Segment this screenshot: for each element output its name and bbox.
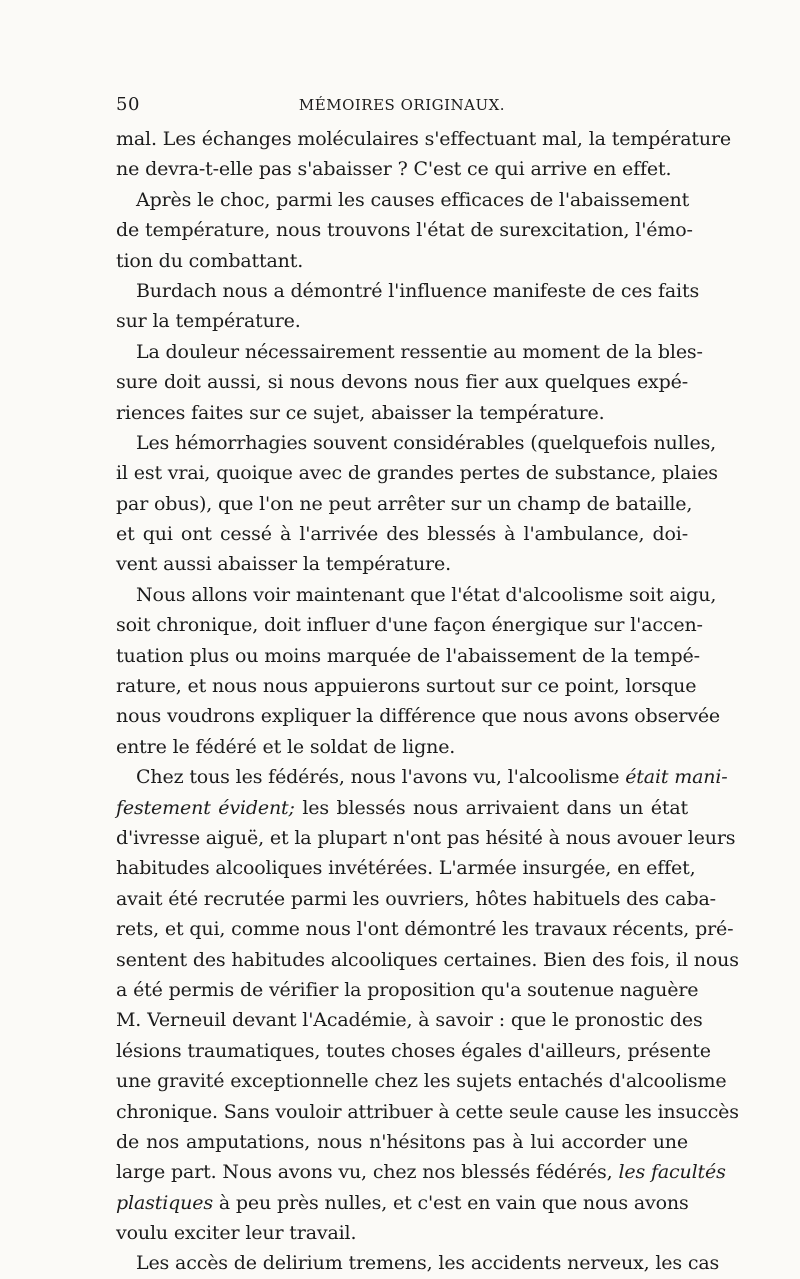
text-line (116, 458, 718, 488)
page-number: 50 (116, 94, 140, 115)
text-run: d'ivresse aiguë, et la plupart n'ont pas hésité à nous avouer leurs (116, 826, 736, 849)
text-run: rets, et qui, comme nous l'ont démontré les travaux récents, pré- (116, 918, 734, 941)
text-line (116, 428, 717, 458)
text-run: a été permis de vérifier la proposition qu'a soutenue naguère (116, 978, 699, 1001)
text-line (116, 793, 688, 823)
text-line (116, 1248, 720, 1278)
text-line (116, 914, 734, 944)
text-run: riences faites sur ce sujet, abaisser la température. (116, 401, 605, 424)
text-run: Les accès de delirium tremens, les accidents nerveux, les cas (136, 1252, 720, 1275)
text-line (116, 641, 700, 671)
text-line (116, 276, 700, 306)
text-line (116, 1157, 726, 1187)
text-run: et qui ont cessé à l'arrivée des blessés à l'ambulance, doi- (116, 523, 688, 546)
text-line (116, 306, 688, 336)
text-line (116, 185, 688, 215)
text-run: nous voudrons expliquer la différence que nous avons observée (116, 705, 721, 728)
text-line (116, 1188, 688, 1218)
text-line (116, 701, 721, 731)
text-line (116, 337, 703, 367)
text-run: sure doit aussi, si nous devons nous fier aux quelques expé- (116, 371, 688, 394)
text-run: ne devra-t-elle pas s'abaisser ? C'est ce qui arrive en effet. (116, 158, 672, 181)
italic-text: était mani- (625, 766, 728, 789)
text-line (116, 1066, 727, 1096)
text-run: de nos amputations, nous n'hésitons pas à lui accorder une (116, 1130, 688, 1153)
text-run: habitudes alcooliques invétérées. L'armée insurgée, en effet, (116, 857, 696, 880)
text-line (116, 154, 688, 184)
text-run: sentent des habitudes alcooliques certaines. Bien des fois, il nous (116, 948, 739, 971)
text-run: Les hémorrhagies souvent considérables (quelquefois nulles, (136, 431, 717, 454)
text-line (116, 975, 699, 1005)
body-text (116, 124, 739, 1279)
text-run: vent aussi abaisser la température. (116, 553, 451, 576)
text-run: une gravité exceptionnelle chez les sujets entachés d'alcoolisme (116, 1070, 727, 1093)
text-line (116, 398, 688, 428)
italic-text: festement évident; (116, 796, 295, 819)
italic-text: plastiques (116, 1191, 213, 1214)
text-run: de température, nous trouvons l'état de surexcitation, l'émo- (116, 219, 693, 242)
text-run: tion du combattant. (116, 249, 304, 272)
text-run: chronique. Sans vouloir attribuer à cette seule cause les insuccès (116, 1100, 739, 1123)
running-title: MÉMOIRES ORIGINAUX. (298, 96, 506, 114)
text-line (116, 489, 693, 519)
text-line (116, 610, 703, 640)
text-run: entre le fédéré et le soldat de ligne. (116, 735, 456, 758)
text-line (116, 246, 688, 276)
text-run: il est vrai, quoique avec de grandes pertes de substance, plaies (116, 462, 718, 485)
text-run: tuation plus ou moins marquée de l'abaissement de la tempé- (116, 644, 700, 667)
text-run: Après le choc, parmi les causes efficaces de l'abaissement (136, 188, 690, 211)
text-line (116, 1036, 711, 1066)
text-run: M. Verneuil devant l'Académie, à savoir : que le pronostic des (116, 1009, 703, 1032)
text-line (116, 580, 717, 610)
text-line (116, 1127, 688, 1157)
text-line (116, 732, 688, 762)
page-header (116, 94, 688, 120)
italic-text: les facultés (618, 1161, 726, 1184)
text-run: La douleur nécessairement ressentie au moment de la bles- (136, 340, 703, 363)
text-run: par obus), que l'on ne peut arrêter sur un champ de bataille, (116, 492, 693, 515)
text-line (116, 1005, 703, 1035)
text-run: à peu près nulles, et c'est en vain que nous avons (212, 1191, 689, 1214)
text-run: Chez tous les fédérés, nous l'avons vu, l'alcoolisme (136, 766, 626, 789)
text-run: large part. Nous avons vu, chez nos blessés fédérés, (116, 1161, 619, 1184)
text-run: voulu exciter leur travail. (116, 1222, 357, 1245)
text-line (116, 671, 697, 701)
text-run: mal. Les échanges moléculaires s'effectuant mal, la température (116, 128, 731, 150)
text-line (116, 945, 739, 975)
text-line (116, 1097, 739, 1127)
text-run: avait été recrutée parmi les ouvriers, hôtes habituels des caba- (116, 887, 716, 910)
text-run: sur la température. (116, 310, 301, 333)
text-run: lésions traumatiques, toutes choses égales d'ailleurs, présente (116, 1039, 711, 1062)
text-run: rature, et nous nous appuierons surtout sur ce point, lorsque (116, 675, 697, 698)
text-line (116, 519, 688, 549)
text-line (116, 367, 688, 397)
text-run: les blessés nous arrivaient dans un état (294, 796, 688, 819)
text-run: Burdach nous a démontré l'influence manifeste de ces faits (136, 279, 700, 302)
text-line (116, 853, 696, 883)
text-line (116, 823, 736, 853)
text-line (116, 215, 693, 245)
text-line (116, 1218, 688, 1248)
text-run: soit chronique, doit influer d'une façon énergique sur l'accen- (116, 614, 703, 637)
text-run: Nous allons voir maintenant que l'état d'alcoolisme soit aigu, (136, 583, 717, 606)
text-line (116, 124, 731, 154)
text-line (116, 884, 716, 914)
text-line (116, 762, 728, 792)
text-line (116, 549, 688, 579)
